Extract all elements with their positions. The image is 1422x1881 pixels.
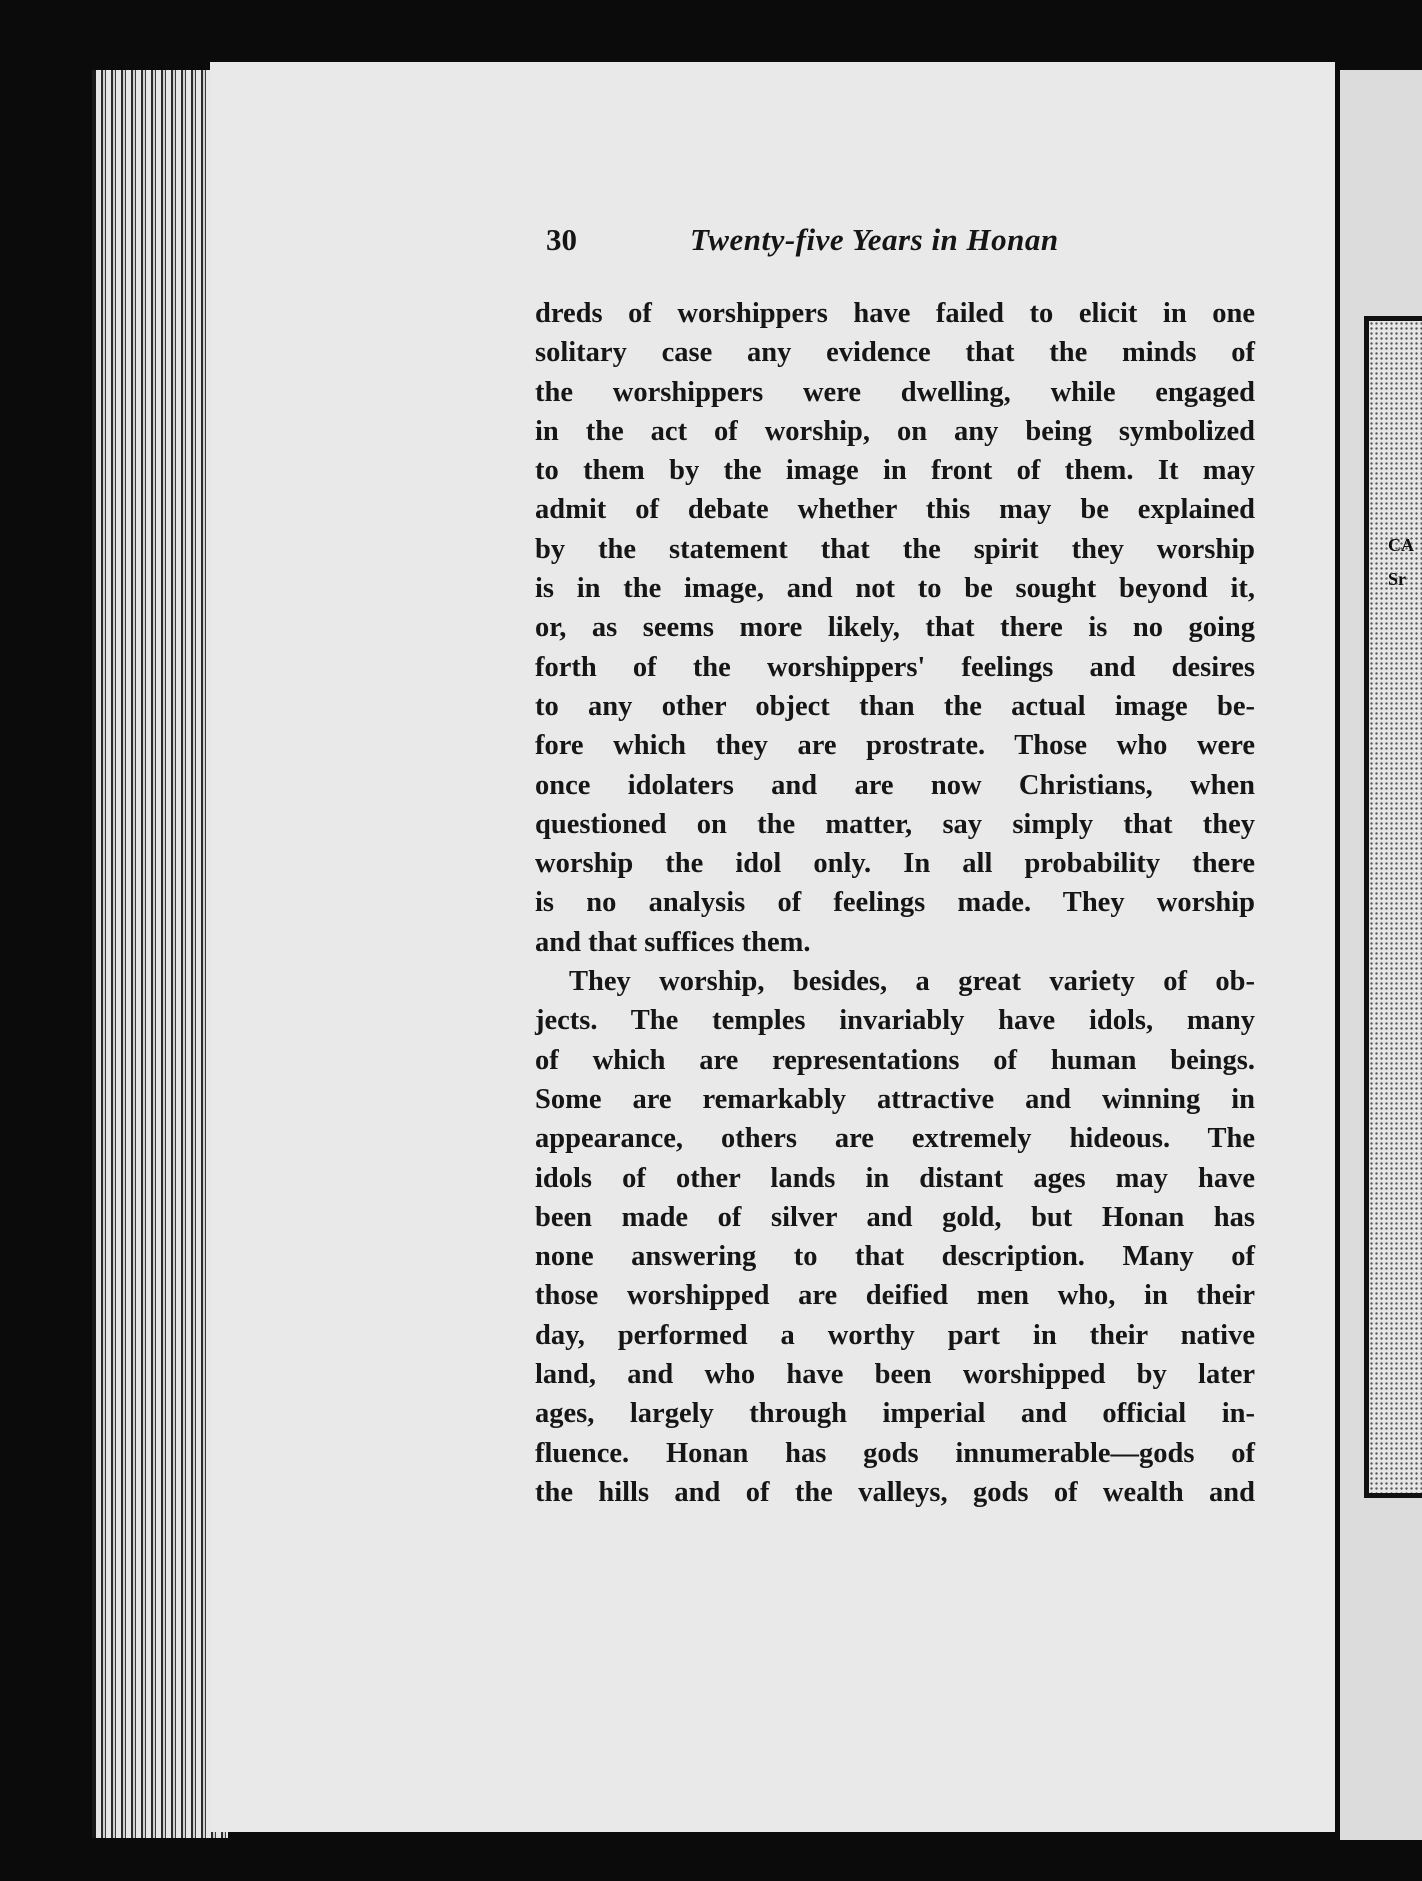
- text-line: none answering to that description. Many of: [535, 1241, 1255, 1273]
- paragraph-2: [535, 962, 1255, 1512]
- text-line: to them by the image in front of them. It may: [535, 455, 1255, 487]
- text-line: been made of silver and gold, but Honan has: [535, 1201, 1255, 1233]
- text-line: admit of debate whether this may be explained: [535, 494, 1255, 526]
- paragraph-1: [535, 294, 1255, 962]
- text-line: They worship, besides, a great variety of ob-: [569, 966, 1255, 998]
- text-line: by the statement that the spirit they worship: [535, 533, 1255, 565]
- text-line: those worshipped are deified men who, in their: [535, 1280, 1255, 1312]
- text-line: of which are representations of human beings.: [535, 1044, 1255, 1076]
- facing-page-label: [1388, 528, 1414, 596]
- text-line: once idolaters and are now Christians, when: [535, 769, 1255, 801]
- text-line: worship the idol only. In all probability there: [535, 848, 1255, 880]
- text-line: in the act of worship, on any being symbolized: [535, 415, 1255, 447]
- text-line: appearance, others are extremely hideous. The: [535, 1123, 1255, 1155]
- text-line: the hills and of the valleys, gods of wealth and: [535, 1476, 1255, 1508]
- text-line: fore which they are prostrate. Those who were: [535, 730, 1255, 762]
- text-line: or, as seems more likely, that there is no going: [535, 612, 1255, 644]
- text-line: questioned on the matter, say simply that they: [535, 808, 1255, 840]
- running-head: [540, 222, 1120, 268]
- text-line: and that suffices them.: [535, 926, 811, 958]
- facing-label-2: Sr: [1388, 569, 1406, 589]
- text-line: is in the image, and not to be sought beyond it,: [535, 573, 1255, 605]
- text-line: forth of the worshippers' feelings and desires: [535, 651, 1255, 683]
- text-line: fluence. Honan has gods innumerable—gods of: [535, 1437, 1255, 1469]
- text-line: is no analysis of feelings made. They worship: [535, 887, 1255, 919]
- text-line: ages, largely through imperial and official in-: [535, 1398, 1255, 1430]
- text-line: jects. The temples invariably have idols, many: [535, 1005, 1255, 1037]
- text-line: day, performed a worthy part in their native: [535, 1319, 1255, 1351]
- text-line: land, and who have been worshipped by later: [535, 1359, 1255, 1391]
- text-line: idols of other lands in distant ages may have: [535, 1162, 1255, 1194]
- body-text: [535, 294, 1255, 1512]
- text-line: dreds of worshippers have failed to elicit in one: [535, 298, 1255, 329]
- facing-page-map: [1364, 316, 1422, 1498]
- facing-label-1: CA: [1388, 535, 1414, 555]
- text-line: solitary case any evidence that the minds of: [535, 337, 1255, 369]
- text-line: Some are remarkably attractive and winning in: [535, 1083, 1255, 1115]
- text-line: to any other object than the actual image be-: [535, 690, 1255, 722]
- text-line: the worshippers were dwelling, while engaged: [535, 376, 1255, 408]
- running-title: Twenty-five Years in Honan: [690, 222, 1059, 257]
- page-edges: [92, 70, 228, 1838]
- page-number: 30: [546, 222, 577, 257]
